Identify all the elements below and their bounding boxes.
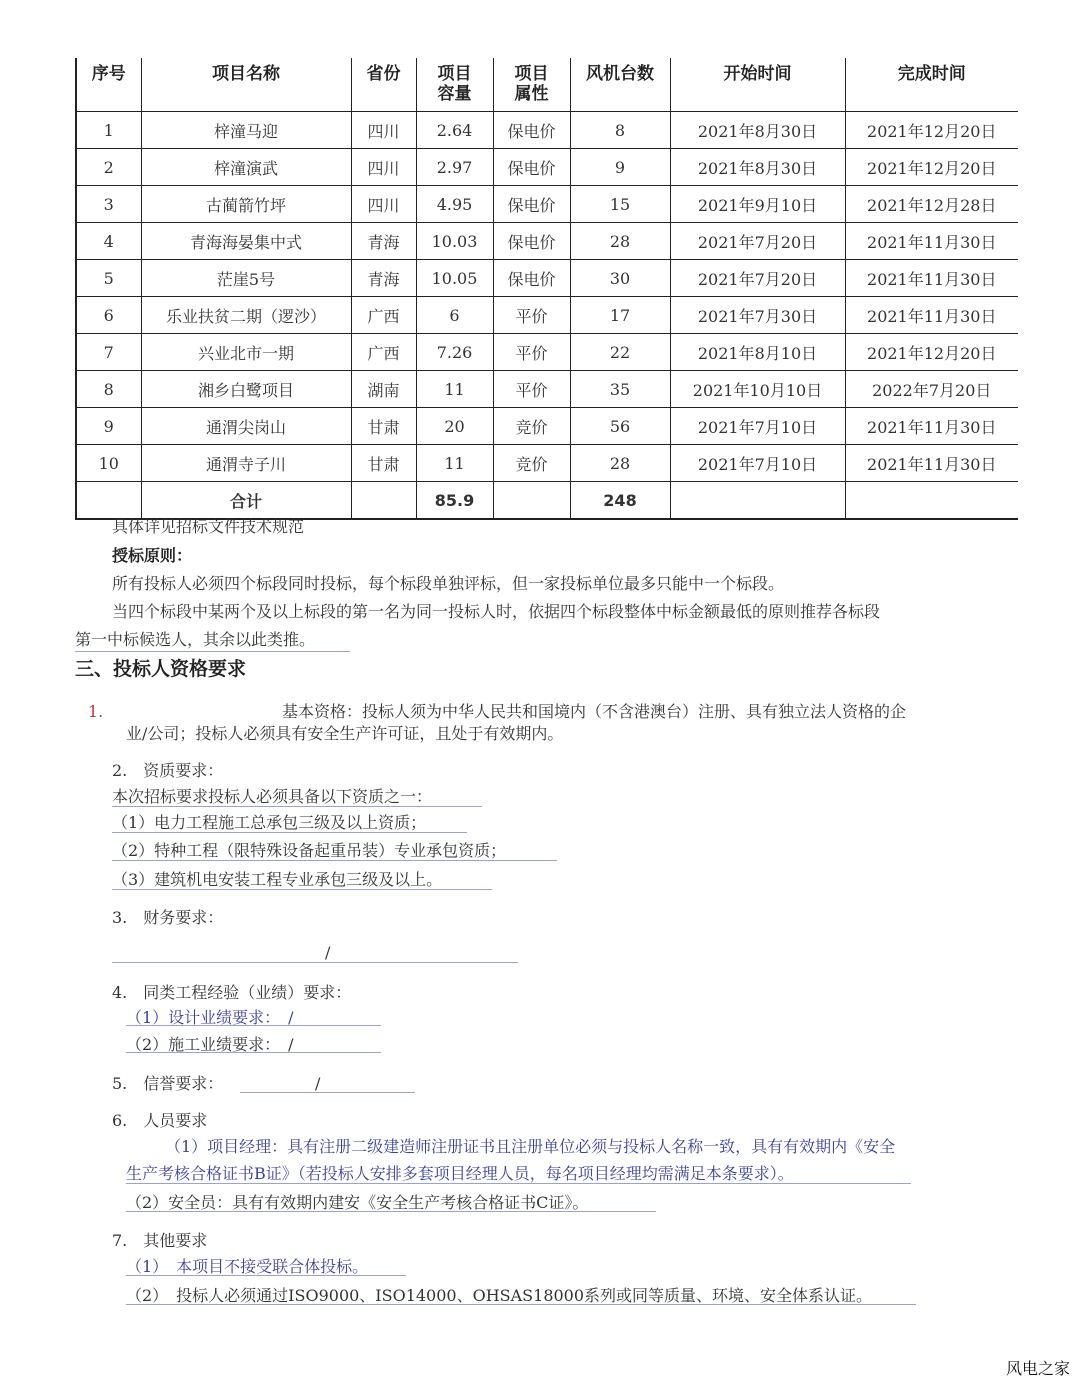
table-cell: 2 [76,149,141,186]
q6-title: 6. 人员要求 [112,1111,208,1130]
table-cell: 2021年7月30日 [670,297,845,334]
table-cell: 28 [570,223,670,260]
principle-line-2b: 第一中标候选人，其余以此类推。 [75,630,316,649]
table-cell: 30 [570,260,670,297]
table-cell: 5 [76,260,141,297]
table-cell: 2021年7月20日 [670,223,845,260]
table-cell: 青海 [351,260,416,297]
column-header: 省份 [351,58,416,112]
table-cell: 10.05 [416,260,493,297]
total-cell: 248 [570,482,670,520]
table-cell: 广西 [351,334,416,371]
table-row [76,408,1018,445]
table-row [76,223,1018,260]
column-header: 项目 容量 [416,58,493,112]
table-cell: 3 [76,186,141,223]
table-cell: 平价 [493,334,570,371]
table-cell: 10.03 [416,223,493,260]
table-cell: 2021年12月28日 [845,186,1018,223]
table-row [76,297,1018,334]
table-cell: 竞价 [493,445,570,482]
q5-title: 5. 信誉要求： [112,1074,224,1093]
table-row [76,149,1018,186]
q4-item-2: （2）施工业绩要求： / [126,1035,294,1054]
table-cell: 湖南 [351,371,416,408]
table-cell: 8 [570,112,670,149]
table-cell: 56 [570,408,670,445]
q7-item-2: （2） 投标人必须通过ISO9000、ISO14000、OHSAS18000系列或同等质量、环境、安全体系认证。 [126,1286,873,1305]
q1-line-a: 基本资格：投标人须为中华人民共和国境内（不含港澳台）注册、具有独立法人资格的企 [282,702,907,721]
q1-number: 1. [88,702,104,721]
total-row [76,482,1018,520]
table-cell: 2021年11月30日 [845,223,1018,260]
table-cell: 2021年7月10日 [670,408,845,445]
table-cell: 2021年11月30日 [845,260,1018,297]
column-header: 开始时间 [670,58,845,112]
table-cell: 10 [76,445,141,482]
table-cell: 9 [76,408,141,445]
table-cell: 2021年12月20日 [845,112,1018,149]
table-cell: 17 [570,297,670,334]
table-cell: 7.26 [416,334,493,371]
principle-line-2a: 当四个标段中某两个及以上标段的第一名为同一投标人时，依据四个标段整体中标金额最低的原则推荐各标段 [112,602,881,621]
table-cell: 8 [76,371,141,408]
table-cell: 2021年8月30日 [670,112,845,149]
table-cell: 茫崖5号 [141,260,351,297]
q3-title: 3. 财务要求： [112,908,224,927]
q2-title: 2. 资质要求： [112,761,224,780]
table-cell: 保电价 [493,260,570,297]
total-cell: 85.9 [416,482,493,520]
table-cell: 甘肃 [351,408,416,445]
q4-item-1: （1）设计业绩要求： / [126,1008,294,1027]
table-cell: 11 [416,445,493,482]
table-cell: 乐业扶贫二期（逻沙） [141,297,351,334]
table-row [76,371,1018,408]
section-3-heading: 三、投标人资格要求 [75,658,247,680]
empty-cell [493,482,570,520]
q2-item-2: （2）特种工程（限特殊设备起重吊装）专业承包资质； [112,841,507,860]
column-header: 序号 [76,58,141,112]
table-cell: 2021年11月30日 [845,445,1018,482]
table-cell: 通渭寺子川 [141,445,351,482]
table-row [76,186,1018,223]
table-row [76,112,1018,149]
project-table [75,58,1018,520]
table-cell: 竞价 [493,408,570,445]
table-row [76,334,1018,371]
table-cell: 2021年12月20日 [845,334,1018,371]
table-cell: 梓潼马迎 [141,112,351,149]
table-cell: 青海海晏集中式 [141,223,351,260]
table-cell: 平价 [493,371,570,408]
table-cell: 11 [416,371,493,408]
table-cell: 2021年8月30日 [670,149,845,186]
table-cell: 青海 [351,223,416,260]
table-cell: 2.64 [416,112,493,149]
q4-title: 4. 同类工程经验（业绩）要求： [112,983,352,1002]
empty-cell [845,482,1018,520]
q7-item-1: （1） 本项目不接受联合体投标。 [126,1257,369,1276]
table-cell: 2021年9月10日 [670,186,845,223]
table-cell: 兴业北市一期 [141,334,351,371]
table-cell: 1 [76,112,141,149]
principle-line-1: 所有投标人必须四个标段同时投标，每个标段单独评标，但一家投标单位最多只能中一个标段。 [112,574,785,593]
table-cell: 20 [416,408,493,445]
table-cell: 四川 [351,112,416,149]
q6-item-1b: 生产考核合格证书B证》（若投标人安排多套项目经理人员，每名项目经理均需满足本条要求）。 [126,1164,794,1183]
table-cell: 4.95 [416,186,493,223]
table-cell: 平价 [493,297,570,334]
table-row [76,445,1018,482]
table-cell: 2021年10月10日 [670,371,845,408]
table-cell: 保电价 [493,112,570,149]
q7-title: 7. 其他要求 [112,1231,208,1250]
q2-item-3: （3）建筑机电安装工程专业承包三级及以上。 [112,870,443,889]
table-cell: 保电价 [493,149,570,186]
table-header-row [76,58,1018,112]
table-cell: 4 [76,223,141,260]
empty-cell [670,482,845,520]
q2-intro: 本次招标要求投标人必须具备以下资质之一： [112,787,433,806]
q5-value: / [315,1074,321,1093]
table-cell: 35 [570,371,670,408]
table-cell: 古蔺箭竹坪 [141,186,351,223]
table-cell: 保电价 [493,186,570,223]
table-cell: 22 [570,334,670,371]
column-header: 项目 属性 [493,58,570,112]
q1-line-b: 业/公司；投标人必须具有安全生产许可证，且处于有效期内。 [126,724,564,743]
brand-watermark: 风电之家 [1005,1359,1070,1378]
empty-cell [351,482,416,520]
q6-item-1a: （1）项目经理：具有注册二级建造师注册证书且注册单位必须与投标人名称一致，具有有效期内《安全 [165,1137,896,1156]
principle-title: 授标原则： [112,546,193,565]
q3-value: / [325,943,331,962]
table-cell: 梓潼演武 [141,149,351,186]
table-cell: 6 [76,297,141,334]
table-cell: 2021年7月20日 [670,260,845,297]
table-cell: 四川 [351,186,416,223]
table-cell: 6 [416,297,493,334]
table-row [76,260,1018,297]
column-header: 风机台数 [570,58,670,112]
column-header: 完成时间 [845,58,1018,112]
table-cell: 2021年7月10日 [670,445,845,482]
total-cell: 合计 [141,482,351,520]
table-cell: 2021年8月10日 [670,334,845,371]
table-cell: 广西 [351,297,416,334]
q2-item-1: （1）电力工程施工总承包三级及以上资质； [112,813,427,832]
table-cell: 2021年11月30日 [845,297,1018,334]
column-header: 项目名称 [141,58,351,112]
table-cell: 湘乡白鹭项目 [141,371,351,408]
table-cell: 四川 [351,149,416,186]
table-cell: 2021年12月20日 [845,149,1018,186]
table-cell: 28 [570,445,670,482]
table-cell: 2.97 [416,149,493,186]
table-cell: 7 [76,334,141,371]
see-spec-text: 具体详见招标文件技术规范 [112,517,305,536]
empty-cell [76,482,141,520]
table-cell: 甘肃 [351,445,416,482]
table-cell: 2021年11月30日 [845,408,1018,445]
table-cell: 通渭尖岗山 [141,408,351,445]
table-cell: 9 [570,149,670,186]
table-cell: 15 [570,186,670,223]
q6-item-2: （2）安全员：具有有效期内建安《安全生产考核合格证书C证》。 [126,1193,589,1212]
table-cell: 保电价 [493,223,570,260]
table-cell: 2022年7月20日 [845,371,1018,408]
